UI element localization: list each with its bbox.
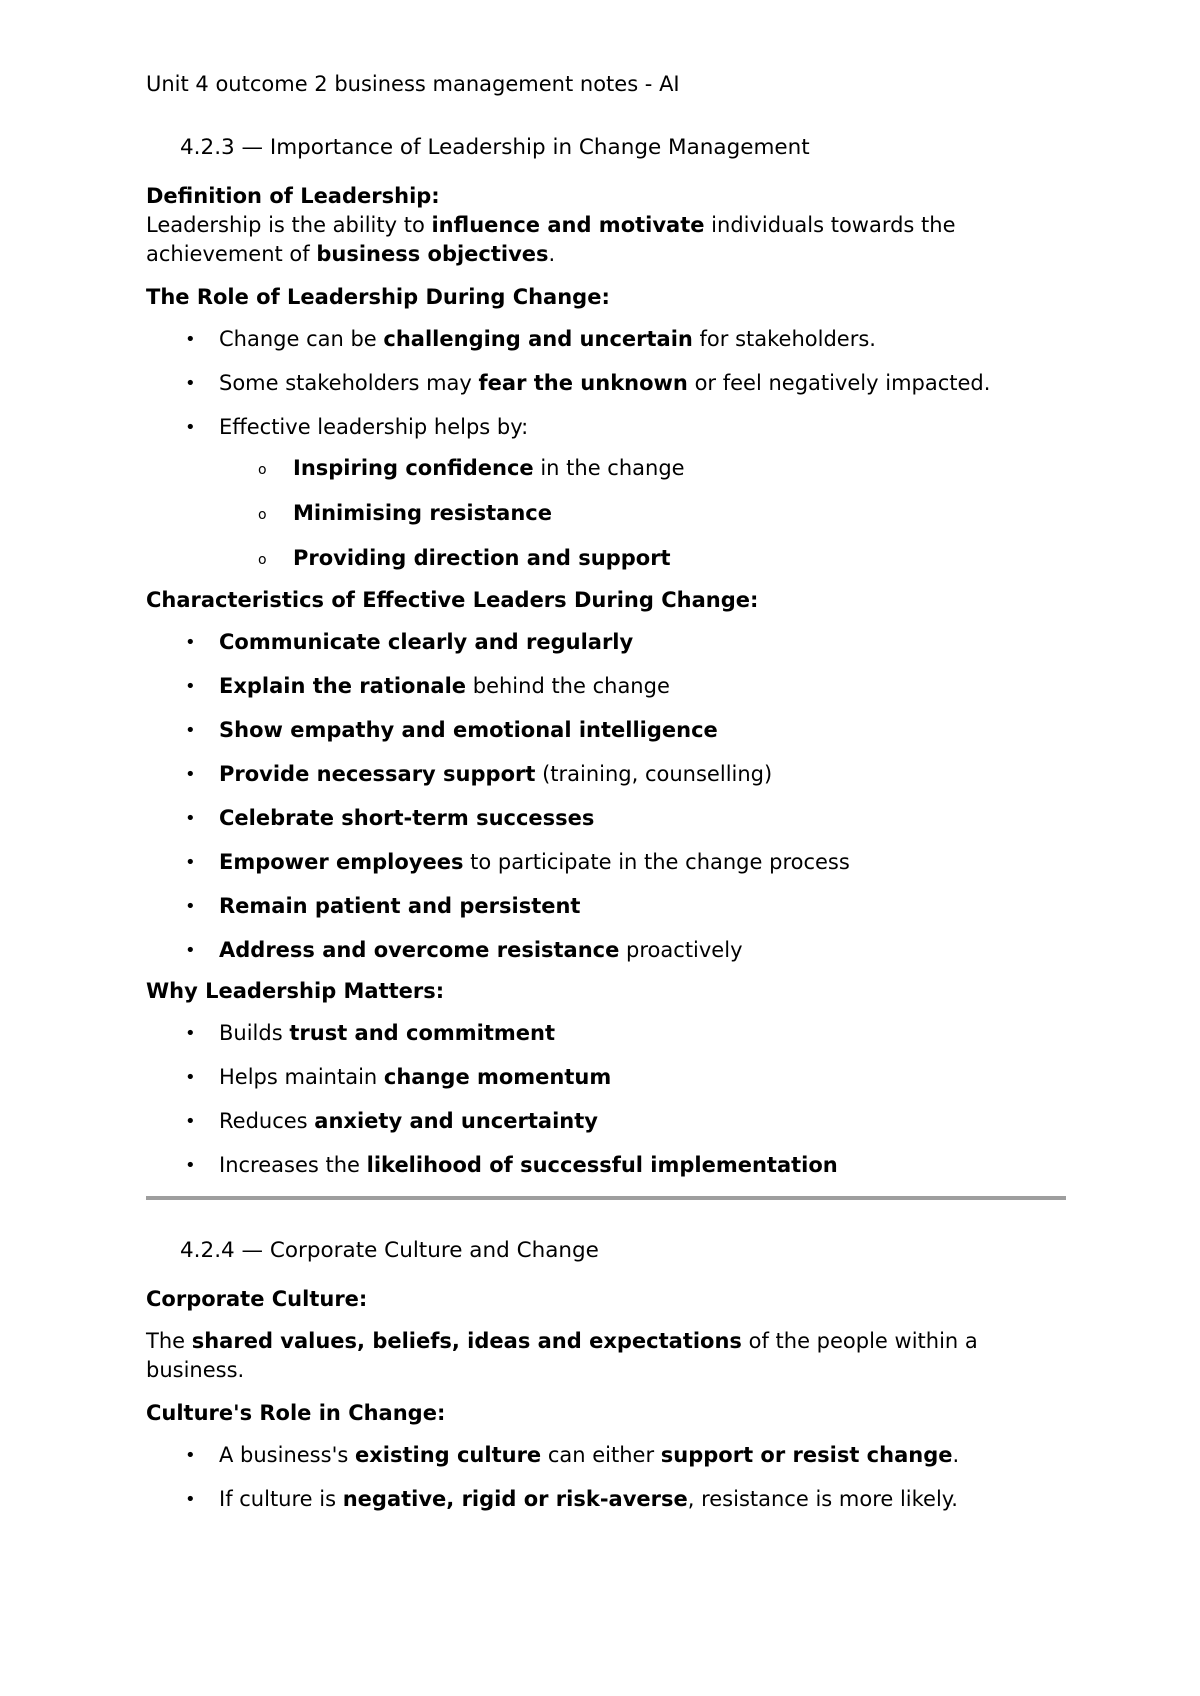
list-item: • Address and overcome resistance proactively bbox=[146, 936, 1066, 965]
sub-list-item: o Minimising resistance bbox=[146, 499, 1066, 528]
leadership-helps-sublist bbox=[146, 454, 1066, 573]
role-of-leadership-heading: The Role of Leadership During Change: bbox=[146, 285, 610, 309]
list-item: • Change can be challenging and uncertain for stakeholders. bbox=[146, 325, 1066, 354]
bullet-icon: • bbox=[185, 417, 196, 438]
bullet-icon: • bbox=[185, 1445, 196, 1466]
list-item: • Empower employees to participate in the change process bbox=[146, 848, 1066, 877]
list-item: • Reduces anxiety and uncertainty bbox=[146, 1107, 1066, 1136]
section-heading-4-2-4: 4.2.4 — Corporate Culture and Change bbox=[180, 1238, 599, 1263]
bullet-icon: • bbox=[185, 940, 196, 961]
role-of-leadership-list bbox=[146, 325, 1066, 442]
list-item: • Some stakeholders may fear the unknown or feel negatively impacted. bbox=[146, 369, 1066, 398]
sub-list-item: o Inspiring confidence in the change bbox=[146, 454, 1066, 483]
list-item: • Effective leadership helps by: bbox=[146, 413, 1066, 442]
bullet-icon: • bbox=[185, 764, 196, 785]
list-item: • Builds trust and commitment bbox=[146, 1019, 1066, 1048]
bullet-icon: • bbox=[185, 373, 196, 394]
why-leadership-heading: Why Leadership Matters: bbox=[146, 979, 445, 1003]
culture-role-heading: Culture's Role in Change: bbox=[146, 1401, 446, 1425]
circle-bullet-icon: o bbox=[258, 462, 267, 478]
corporate-culture-text: The shared values, beliefs, ideas and expectations of the people within a business. bbox=[146, 1329, 978, 1382]
bullet-icon: • bbox=[185, 1111, 196, 1132]
bullet-icon: • bbox=[185, 1489, 196, 1510]
list-item: • Explain the rationale behind the change bbox=[146, 672, 1066, 701]
list-item: • Show empathy and emotional intelligence bbox=[146, 716, 1066, 745]
bullet-icon: • bbox=[185, 720, 196, 741]
bullet-icon: • bbox=[185, 1067, 196, 1088]
list-item: • Communicate clearly and regularly bbox=[146, 628, 1066, 657]
list-item: • Increases the likelihood of successful implementation bbox=[146, 1151, 1066, 1180]
document-page bbox=[146, 70, 1066, 1529]
bullet-icon: • bbox=[185, 632, 196, 653]
circle-bullet-icon: o bbox=[258, 507, 267, 523]
bullet-icon: • bbox=[185, 896, 196, 917]
circle-bullet-icon: o bbox=[258, 552, 267, 568]
list-item: • Provide necessary support (training, counselling) bbox=[146, 760, 1066, 789]
culture-role-list bbox=[146, 1441, 1066, 1514]
why-leadership-list bbox=[146, 1019, 1066, 1180]
bullet-icon: • bbox=[185, 1155, 196, 1176]
characteristics-heading: Characteristics of Effective Leaders During Change: bbox=[146, 588, 759, 612]
list-item: • Helps maintain change momentum bbox=[146, 1063, 1066, 1092]
bullet-icon: • bbox=[185, 1023, 196, 1044]
list-item: • Celebrate short-term successes bbox=[146, 804, 1066, 833]
bullet-icon: • bbox=[185, 808, 196, 829]
characteristics-list bbox=[146, 628, 1066, 965]
horizontal-divider bbox=[146, 1196, 1066, 1200]
document-title: Unit 4 outcome 2 business management notes - AI bbox=[146, 72, 680, 96]
corporate-culture-label: Corporate Culture: bbox=[146, 1287, 368, 1311]
definition-text: Leadership is the ability to influence and motivate individuals towards the achievement of business objectives. bbox=[146, 213, 956, 266]
bullet-icon: • bbox=[185, 329, 196, 350]
section-heading-4-2-3: 4.2.3 — Importance of Leadership in Change Management bbox=[180, 135, 810, 160]
sub-list-item: o Providing direction and support bbox=[146, 544, 1066, 573]
list-item: • Remain patient and persistent bbox=[146, 892, 1066, 921]
bullet-icon: • bbox=[185, 676, 196, 697]
definition-label: Definition of Leadership: bbox=[146, 184, 440, 208]
list-item: • If culture is negative, rigid or risk-averse, resistance is more likely. bbox=[146, 1485, 1066, 1514]
list-item: • A business's existing culture can either support or resist change. bbox=[146, 1441, 1066, 1470]
bullet-icon: • bbox=[185, 852, 196, 873]
